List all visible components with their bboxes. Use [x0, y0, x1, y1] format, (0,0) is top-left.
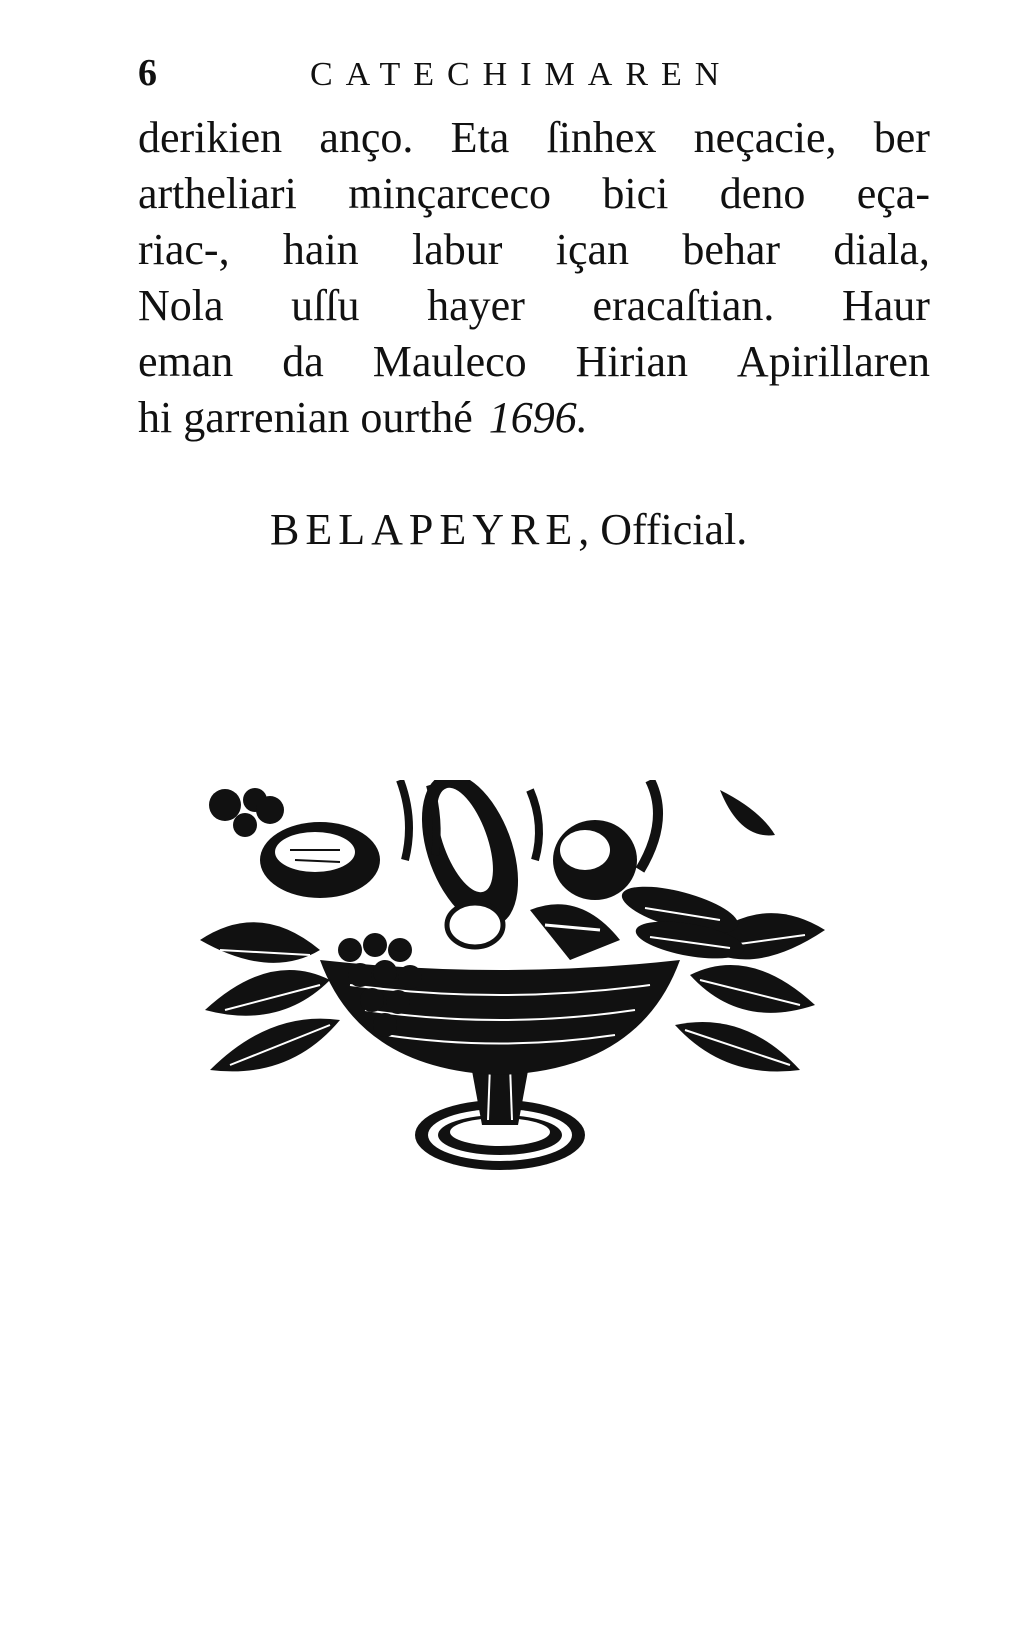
word: behar	[682, 225, 781, 274]
word: eman	[138, 337, 234, 386]
running-head: CATECHIMAREN	[310, 56, 733, 93]
word: Mauleco	[372, 337, 527, 386]
fruit-basket-woodcut-icon	[200, 780, 825, 1180]
word: riac-,	[138, 225, 230, 274]
text-line-2	[138, 166, 930, 222]
signature	[270, 500, 870, 560]
word: içan	[555, 225, 630, 274]
word: Haur	[842, 281, 930, 330]
signatory-name: BELAPEYRE	[270, 505, 579, 554]
word: bici	[602, 169, 669, 218]
signature-separator: ,	[578, 505, 590, 554]
word: eracaſtian.	[592, 281, 775, 330]
text-line-4	[138, 278, 930, 334]
word: Apirillaren	[736, 337, 930, 386]
signatory-title: Official.	[600, 505, 748, 554]
word: Eta	[450, 113, 510, 162]
text-line-5	[138, 334, 930, 390]
page-number: 6	[138, 52, 157, 94]
word: anço.	[319, 113, 414, 162]
text-line-1	[138, 110, 930, 166]
word: hayer	[427, 281, 525, 330]
word: uſſu	[291, 281, 360, 330]
word: deno	[719, 169, 806, 218]
word: neçacie,	[693, 113, 837, 162]
word: eça-	[856, 169, 930, 218]
word: labur	[412, 225, 503, 274]
word: ſinhex	[546, 113, 657, 162]
word: diala,	[833, 225, 930, 274]
year: 1696.	[488, 393, 588, 442]
text-line-6	[138, 390, 930, 446]
last-line-text: hi garrenian ourthé	[138, 393, 473, 442]
word: da	[282, 337, 324, 386]
word: Nola	[138, 281, 224, 330]
word: derikien	[138, 113, 283, 162]
word: hain	[282, 225, 359, 274]
word: ber	[873, 113, 930, 162]
body-text	[138, 110, 930, 446]
page-header	[138, 48, 928, 108]
text-line-3	[138, 222, 930, 278]
word: minçarceco	[348, 169, 551, 218]
word: artheliari	[138, 169, 297, 218]
word: Hirian	[575, 337, 688, 386]
